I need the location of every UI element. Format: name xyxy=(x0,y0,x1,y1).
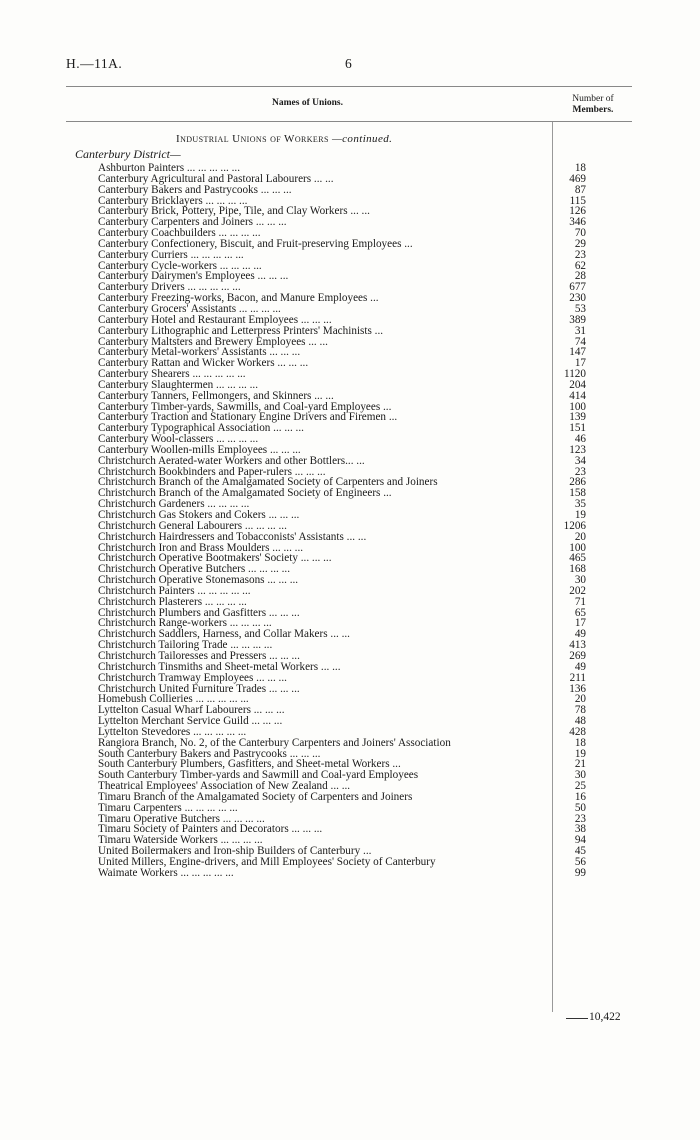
union-name: Christchurch Gas Stokers and Cokers ... ... ... xyxy=(98,509,300,521)
table-row xyxy=(0,738,700,749)
member-count: 21 xyxy=(574,758,586,771)
member-count: 211 xyxy=(569,671,586,684)
union-name: Christchurch Bookbinders and Paper-rulers ... ... ... xyxy=(98,465,326,478)
member-count: 100 xyxy=(569,400,586,413)
union-name: Timaru Society of Painters and Decorators ... ... ... xyxy=(98,823,323,836)
member-count: 45 xyxy=(574,845,586,858)
union-name: Canterbury Bakers and Pastrycooks ... ... ... xyxy=(98,183,292,196)
union-name: Canterbury Slaughtermen ... ... ... ... xyxy=(98,378,259,391)
union-name: Christchurch Plumbers and Gasfitters ... ... ... xyxy=(98,606,300,619)
member-count: 62 xyxy=(574,259,586,272)
member-count: 115 xyxy=(569,194,586,207)
member-count: 25 xyxy=(574,780,586,793)
union-name: Lyttelton Casual Wharf Labourers ... ... ... xyxy=(98,704,285,717)
union-name: Christchurch Branch of the Amalgamated Society of Carpenters and Joiners xyxy=(98,476,438,489)
union-name: United Boilermakers and Iron-ship Builders of Canterbury ... xyxy=(98,845,372,858)
union-name: Canterbury Confectionery, Biscuit, and Fruit-preserving Employees ... xyxy=(98,237,413,250)
union-name: Rangiora Branch, No. 2, of the Canterbury Carpenters and Joiners' Association xyxy=(98,736,451,749)
member-count: 17 xyxy=(574,357,586,370)
member-count: 17 xyxy=(574,617,586,630)
member-count: 123 xyxy=(569,443,586,456)
union-name: Canterbury Grocers' Assistants ... ... ... ... xyxy=(98,302,281,315)
table-row xyxy=(0,532,700,543)
member-count: 78 xyxy=(574,704,586,717)
table-row xyxy=(0,673,700,684)
union-name: Christchurch Tailoresses and Pressers ... ... ... xyxy=(98,649,300,662)
union-name: Canterbury Bricklayers ... ... ... ... xyxy=(98,194,248,207)
page-reference: H.—11A. xyxy=(66,56,123,71)
union-name: Homebush Collieries ... ... ... ... ... xyxy=(98,693,249,706)
union-name: Canterbury Traction and Stationary Engine Drivers and Firemen ... xyxy=(98,411,398,424)
member-count: 49 xyxy=(574,660,586,673)
union-name: Christchurch Saddlers, Harness, and Collar Makers ... ... xyxy=(98,628,350,641)
member-count: 70 xyxy=(574,227,586,240)
union-name: Christchurch General Labourers ... ... ... ... xyxy=(98,519,287,532)
table-row xyxy=(0,326,700,337)
union-name: Christchurch Painters ... ... ... ... ... xyxy=(98,584,251,597)
member-count: 19 xyxy=(574,747,586,760)
member-count: 677 xyxy=(569,281,586,294)
union-name: Ashburton Painters ... ... ... ... ... xyxy=(98,162,241,174)
member-count: 18 xyxy=(574,736,586,749)
member-count: 30 xyxy=(574,574,586,587)
member-count: 48 xyxy=(574,715,586,728)
member-count: 94 xyxy=(574,834,586,847)
union-name: Canterbury Woollen-mills Employees ... ... ... xyxy=(98,443,301,456)
member-count: 18 xyxy=(574,162,586,174)
member-count: 1120 xyxy=(564,368,586,381)
member-count: 23 xyxy=(574,248,586,261)
union-name: Waimate Workers ... ... ... ... ... xyxy=(98,866,234,879)
members-column-header xyxy=(556,94,630,116)
union-name: Canterbury Dairymen's Employees ... ... ... xyxy=(98,270,289,283)
names-column-header: Names of Unions. xyxy=(272,98,343,108)
member-count: 20 xyxy=(574,530,586,543)
member-count: 38 xyxy=(574,823,586,836)
union-name: Christchurch Tinsmiths and Sheet-metal Workers ... ... xyxy=(98,660,341,673)
member-count: 158 xyxy=(569,487,586,500)
member-count: 151 xyxy=(569,422,586,435)
member-count: 56 xyxy=(574,856,586,868)
member-count: 126 xyxy=(569,205,586,218)
union-name: Canterbury Brick, Pottery, Pipe, Tile, and Clay Workers ... ... xyxy=(98,205,370,218)
union-name: Canterbury Carpenters and Joiners ... ... ... xyxy=(98,216,287,229)
member-count: 136 xyxy=(569,682,586,695)
member-count: 147 xyxy=(569,346,586,359)
member-count: 28 xyxy=(574,270,586,283)
member-count: 202 xyxy=(569,584,586,597)
union-name: Christchurch Aerated-water Workers and other Bottlers... ... xyxy=(98,454,365,467)
member-count: 46 xyxy=(574,433,586,446)
union-name: Canterbury Maltsters and Brewery Employees ... ... xyxy=(98,335,328,348)
member-count: 414 xyxy=(569,389,586,402)
union-name: Canterbury Metal-workers' Assistants ... ... ... xyxy=(98,346,301,359)
member-count: 23 xyxy=(574,465,586,478)
member-count: 99 xyxy=(574,866,586,879)
union-name: Timaru Carpenters ... ... ... ... ... xyxy=(98,801,238,814)
union-name: Canterbury Cycle-workers ... ... ... ... xyxy=(98,259,262,272)
union-name: Christchurch Hairdressers and Tobacconists' Assistants ... ... xyxy=(98,530,367,543)
member-count: 29 xyxy=(574,237,586,250)
member-count: 20 xyxy=(574,693,586,706)
union-name: United Millers, Engine-drivers, and Mill Employees' Society of Canterbury xyxy=(98,856,436,868)
union-name: Canterbury Rattan and Wicker Workers ... ... ... xyxy=(98,357,309,370)
total-dash xyxy=(566,1018,588,1019)
member-count: 23 xyxy=(574,812,586,825)
unions-table xyxy=(0,163,700,879)
union-name: Christchurch Range-workers ... ... ... ... xyxy=(98,617,272,630)
table-row xyxy=(0,391,700,402)
table-row xyxy=(0,456,700,467)
member-count: 465 xyxy=(569,552,586,565)
section-title-text: Industrial Unions of Workers xyxy=(176,133,329,145)
union-name: Theatrical Employees' Association of New Zealand ... ... xyxy=(98,780,351,793)
union-name: Timaru Branch of the Amalgamated Society of Carpenters and Joiners xyxy=(98,790,413,803)
union-name: Canterbury Agricultural and Pastoral Labourers ... ... xyxy=(98,172,334,185)
member-count: 204 xyxy=(569,378,586,391)
union-name: Christchurch Operative Stonemasons ... ... ... xyxy=(98,574,299,587)
union-name: Canterbury Tanners, Fellmongers, and Skinners ... ... xyxy=(98,389,334,402)
union-name: Christchurch United Furniture Trades ... ... ... xyxy=(98,682,300,695)
member-count: 428 xyxy=(569,725,586,738)
member-count: 71 xyxy=(574,595,586,608)
union-name: Canterbury Shearers ... ... ... ... ... xyxy=(98,368,246,381)
member-count: 469 xyxy=(569,172,586,185)
union-name: Canterbury Wool-classers ... ... ... ... xyxy=(98,433,259,446)
member-count: 100 xyxy=(569,541,586,554)
union-name: Canterbury Coachbuilders ... ... ... ... xyxy=(98,227,261,240)
union-name: South Canterbury Timber-yards and Sawmill and Coal-yard Employees xyxy=(98,769,419,782)
union-name: Timaru Waterside Workers ... ... ... ... xyxy=(98,834,263,847)
district-heading: Canterbury District— xyxy=(75,147,181,161)
member-count: 65 xyxy=(574,606,586,619)
header-bottom-rule xyxy=(66,121,632,122)
member-count: 35 xyxy=(574,498,586,511)
union-name: Christchurch Operative Bootmakers' Society ... ... ... xyxy=(98,552,332,565)
member-count: 49 xyxy=(574,628,586,641)
union-name: Christchurch Branch of the Amalgamated Society of Engineers ... xyxy=(98,487,392,500)
union-name: Canterbury Lithographic and Letterpress Printers' Machinists ... xyxy=(98,324,384,337)
member-count: 31 xyxy=(574,324,586,337)
table-row xyxy=(0,250,700,261)
union-name: Timaru Operative Butchers ... ... ... ... xyxy=(98,812,265,825)
table-row xyxy=(0,868,700,879)
member-count: 30 xyxy=(574,769,586,782)
union-name: Christchurch Tailoring Trade ... ... ... ... xyxy=(98,639,273,652)
member-count: 230 xyxy=(569,292,586,305)
members-header-line1: Number of xyxy=(572,94,614,104)
member-count: 50 xyxy=(574,801,586,814)
member-count: 74 xyxy=(574,335,586,348)
member-count: 168 xyxy=(569,563,586,576)
union-name: Christchurch Operative Butchers ... ... ... ... xyxy=(98,563,291,576)
member-count: 87 xyxy=(574,183,586,196)
table-row xyxy=(0,803,700,814)
members-header-line2: Members. xyxy=(572,105,614,115)
member-count: 413 xyxy=(569,639,586,652)
member-count: 16 xyxy=(574,790,586,803)
union-name: Christchurch Iron and Brass Moulders ... ... ... xyxy=(98,541,304,554)
union-name: Canterbury Hotel and Restaurant Employees ... ... ... xyxy=(98,313,332,326)
member-count: 34 xyxy=(574,454,586,467)
table-row xyxy=(0,597,700,608)
member-count: 19 xyxy=(574,509,586,521)
union-name: Lyttelton Stevedores ... ... ... ... ... xyxy=(98,725,247,738)
member-count: 389 xyxy=(569,313,586,326)
section-title xyxy=(176,133,392,145)
member-count: 346 xyxy=(569,216,586,229)
page-number: 6 xyxy=(345,56,352,71)
table-row xyxy=(0,185,700,196)
union-name: Christchurch Plasterers ... ... ... ... xyxy=(98,595,247,608)
total-members: 10,422 xyxy=(589,1011,621,1023)
member-count: 139 xyxy=(569,411,586,424)
union-name: Canterbury Typographical Association ... ... ... xyxy=(98,422,304,435)
union-name: Lyttelton Merchant Service Guild ... ... ... xyxy=(98,715,283,728)
member-count: 286 xyxy=(569,476,586,489)
member-count: 53 xyxy=(574,302,586,315)
union-name: South Canterbury Plumbers, Gasfitters, and Sheet-metal Workers ... xyxy=(98,758,401,771)
member-count: 269 xyxy=(569,649,586,662)
header-rule xyxy=(66,86,632,87)
section-continued: —continued. xyxy=(331,133,393,145)
union-name: Canterbury Timber-yards, Sawmills, and Coal-yard Employees ... xyxy=(98,400,392,413)
union-name: Christchurch Tramway Employees ... ... ... xyxy=(98,671,287,684)
union-name: Canterbury Freezing-works, Bacon, and Manure Employees ... xyxy=(98,292,379,305)
union-name: Canterbury Drivers ... ... ... ... ... xyxy=(98,281,241,294)
union-name: Canterbury Curriers ... ... ... ... ... xyxy=(98,248,244,261)
union-name: South Canterbury Bakers and Pastrycooks ... ... ... xyxy=(98,747,321,760)
union-name: Christchurch Gardeners ... ... ... ... xyxy=(98,498,250,511)
member-count: 1206 xyxy=(563,519,586,532)
